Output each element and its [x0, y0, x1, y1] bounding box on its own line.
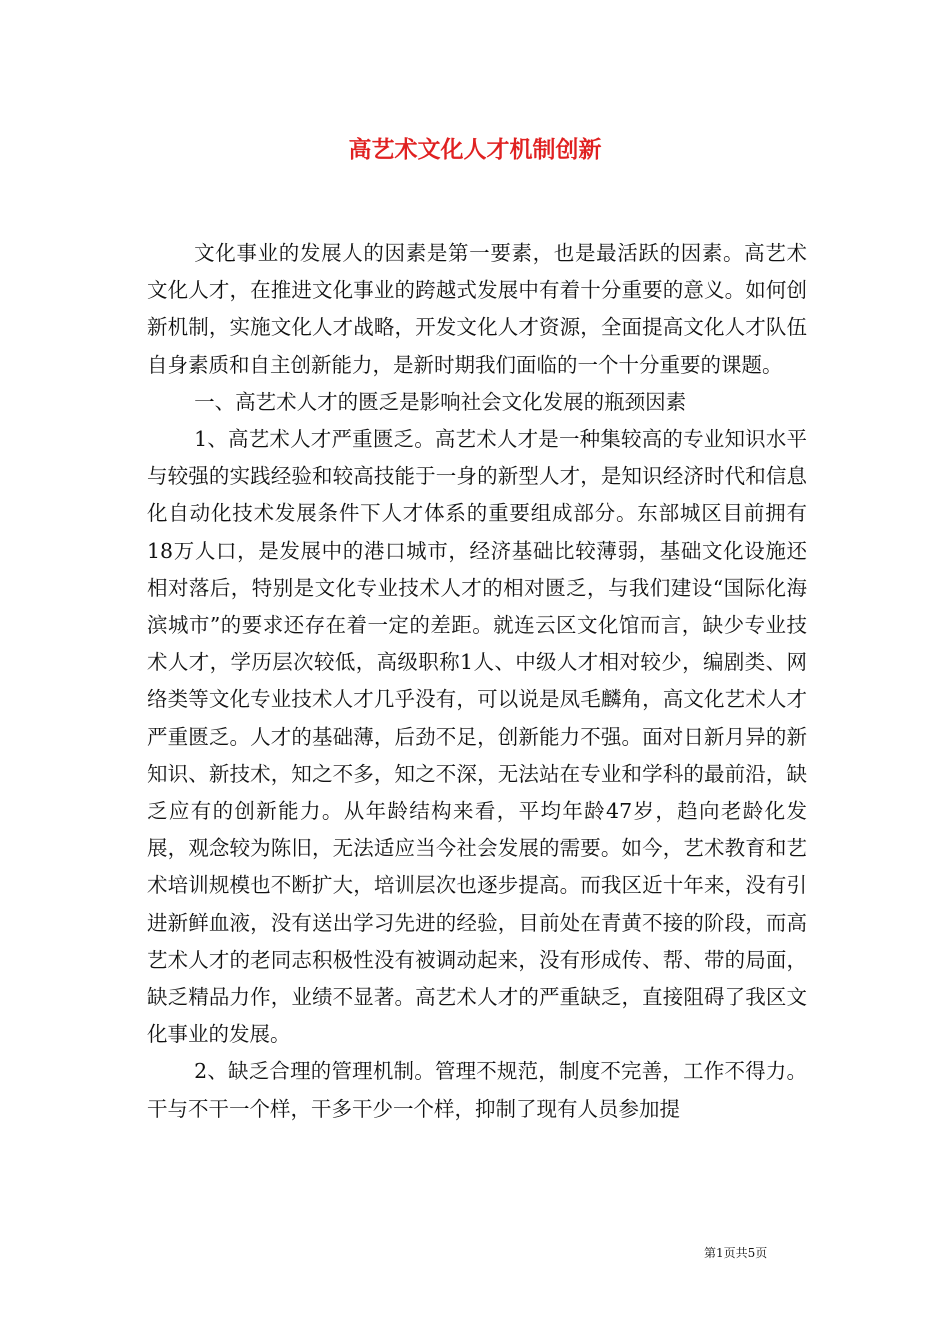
document-title: 高艺术文化人才机制创新 — [348, 136, 602, 163]
paragraph-intro: 文化事业的发展人的因素是第一要素，也是最活跃的因素。高艺术文化人才，在推进文化事业的跨越式发展中有着十分重要的意义。如何创新机制，实施文化人才战略，开发文化人才资源，全面提高文化人才队伍自身素质和自主创新能力，是新时期我们面临的一个十分重要的课题。 — [147, 241, 807, 377]
section-heading-1: 一、高艺术人才的匮乏是影响社会文化发展的瓶颈因素 — [194, 389, 687, 414]
document-body — [147, 235, 807, 1128]
page-number-footer: 第1页共5页 — [704, 1246, 768, 1260]
paragraph-section-1-1: 1、高艺术人才严重匮乏。高艺术人才是一种集较高的专业知识水平与较强的实践经验和较高技能于一身的新型人才，是知识经济时代和信息化自动化技术发展条件下人才体系的重要组成部分。东部城区目前拥有18万人口，是发展中的港口城市，经济基础比较薄弱，基础文化设施还相对落后，特别是文化专业技术人才的相对匮乏，与我们建设“国际化海滨城市”的要求还存在着一定的差距。就连云区文化馆而言，缺少专业技术人才，学历层次较低，高级职称1人、中级人才相对较少，编剧类、网络类等文化专业技术人才几乎没有，可以说是凤毛麟角，高文化艺术人才严重匮乏。人才的基础薄，后劲不足，创新能力不强。面对日新月异的新知识、新技术，知之不多，知之不深，无法站在专业和学科的最前沿，缺乏应有的创新能力。从年龄结构来看，平均年龄47岁，趋向老龄化发展，观念较为陈旧，无法适应当今社会发展的需要。如今，艺术教育和艺术培训规模也不断扩大，培训层次也逐步提高。而我区近十年来，没有引进新鲜血液，没有送出学习先进的经验，目前处在青黄不接的阶段，而高艺术人才的老同志积极性没有被调动起来，没有形成传、帮、带的局面，缺乏精品力作，业绩不显著。高艺术人才的严重缺乏，直接阻碍了我区文化事业的发展。 — [147, 427, 807, 1047]
paragraph-section-1-2: 2、缺乏合理的管理机制。管理不规范，制度不完善，工作不得力。干与不干一个样，干多干少一个样，抑制了现有人员参加提 — [147, 1059, 807, 1121]
